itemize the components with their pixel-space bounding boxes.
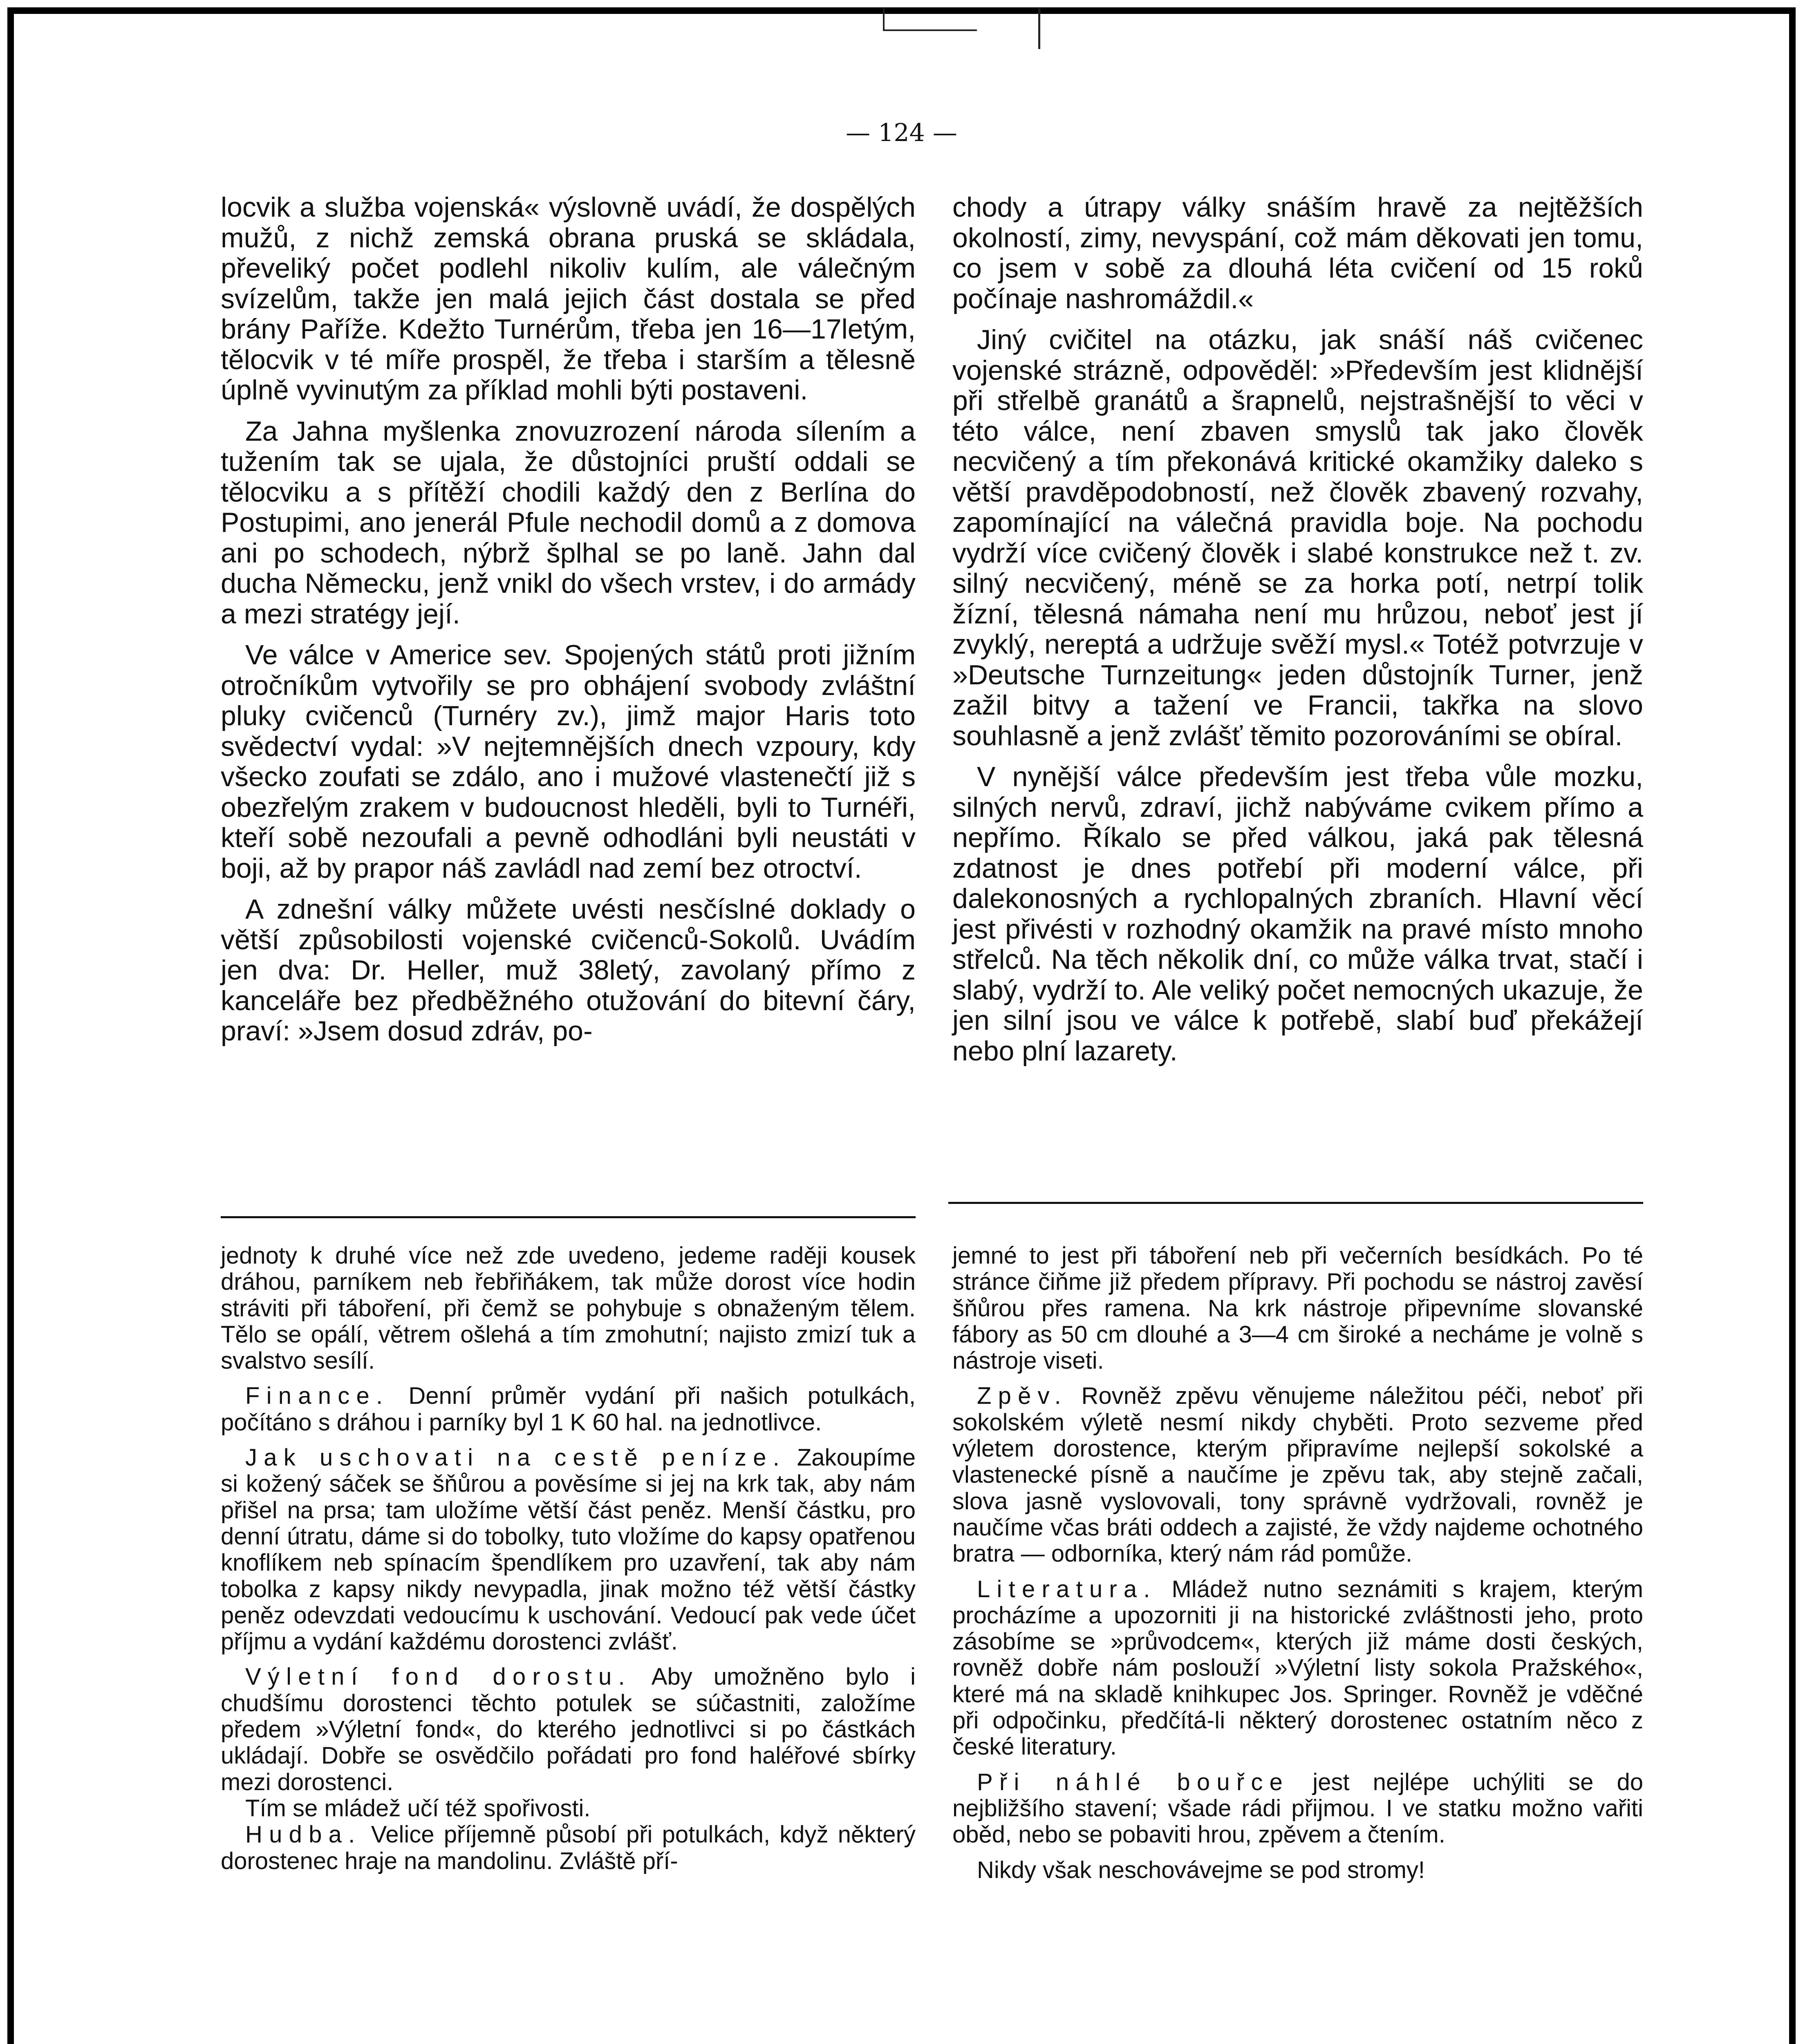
scan-mark-top	[1038, 8, 1040, 49]
divider-rule	[221, 1216, 916, 1218]
paragraph: jemné to jest při táboření neb při večerních besídkách. Po té stránce čiňme již předem přípravy. Při pochodu se nástroj zavěsí šňůrou přes ramena. Na krk nástroje připevníme slovanské fábory as 50 cm dlouhé a 3—4 cm široké a necháme je volně s nástroje viseti.	[952, 1242, 1643, 1374]
section-heading: Výletní fond dorostu.	[245, 1663, 632, 1690]
section-heading: Finance.	[245, 1383, 390, 1410]
section-literature: Literatura. Mládež nutno seznámiti s krajem, kterým procházíme a upozorniti ji na historické zvláštnosti jeho, proto zásobíme se »průvodcem«, kterých již máme dosti českých, rovněž dobře nám poslouží »Výletní listy sokola Pražského«, které má na skladě knihkupec Jos. Springer. Rovněž je vděčné při odpočinku, předčítá-li některý dorostenec ostatním něco z české literatury.	[952, 1576, 1643, 1760]
paragraph: Tím se mládež učí též spořivosti.	[245, 1795, 591, 1822]
section-finance: Finance. Denní průměr vydání při našich potulkách, počítáno s dráhou i parníky byl 1 K 60 hal. na jednotlivce.	[221, 1383, 916, 1436]
section-music: Hudba. Velice příjemně působí při potulkách, když některý dorostenec hraje na mandolinu. Zvláště pří-	[221, 1821, 916, 1874]
paragraph: locvik a služba vojenská« výslovně uvádí, že dospělých mužů, z nichž zemská obrana pruská se skládala, převeliký počet podlehl nikoliv kulím, ale válečným svízelům, takže jen malá jejich část dostala se před brány Paříže. Kdežto Turnérům, třeba jen 16—17letým, tělocvik v té míře prospěl, že třeba i starším a tělesně úplně vyvinutým za příklad mohli býti postaveni.	[221, 192, 916, 406]
paragraph: Ve válce v Americe sev. Spojených států proti jižním otročníkům vytvořily se pro obhájení svobody zvláštní pluky cvičenců (Turnéry zv.), jimž major Haris toto svědectví vydal: »V nejtemnějších dnech vzpoury, kdy všecko zoufati se zdálo, ano i mužové vlastenečtí již s obezřelým zrakem v budoucnost hleděli, byli to Turnéři, kteří sobě nezoufali a pevně odhodláni byli neustáti v boji, až by prapor náš zavládl nad zemí bez otroctví.	[221, 639, 916, 884]
column-bottom-right	[952, 1243, 1643, 1883]
scan-mark-top	[883, 29, 977, 31]
section-heading: Zpěv.	[977, 1383, 1068, 1410]
column-bottom-left	[221, 1243, 916, 1874]
scan-mark-top	[883, 8, 885, 31]
column-top-left	[221, 192, 916, 1047]
paragraph: A zdnešní války můžete uvésti nesčíslné doklady o větší způsobilosti vojenské cvičenců-Sokolů. Uvádím jen dva: Dr. Heller, muž 38letý, zavolaný přímo z kanceláře bez předběžného otužování do bitevní čáry, praví: »Jsem dosud zdráv, po-	[221, 894, 916, 1047]
section-heading: Hudba.	[245, 1821, 362, 1848]
divider-rule	[948, 1202, 1643, 1204]
section-storm: Při náhlé bouřce jest nejlépe uchýliti se do nejbližšího stavení; všade rádi přijmou. I ve statku možno vařiti oběd, nebo se pobaviti hrou, zpěvem a čtením.	[952, 1768, 1643, 1848]
paragraph: V nynější válce především jest třeba vůle mozku, silných nervů, zdraví, jichž nabýváme cvikem přímo a nepřímo. Říkalo se před válkou, jaká pak tělesná zdatnost je dnes potřebí při moderní válce, při dalekonosných a rychlopalných zbraních. Hlavní věcí jest přivésti v rozhodný okamžik na pravé místo mnoho střelců. Na těch několik dní, co může válka trvat, stačí i slabý, vydrží to. Ale veliký počet nemocných ukazuje, že jen silní jsou ve válce k potřebě, slabí buď překážejí nebo plní lazarety.	[952, 761, 1643, 1067]
section-money-storage: Jak uschovati na cestě peníze. Zakoupíme si kožený sáček se šňůrou a pověsíme si jej na krk tak, aby nám přišel na prsa; tam uložíme větší část peněz. Menší částku, pro denní útratu, dáme si do tobolky, tuto vložíme do kapsy opatřenou knoflíkem neb spínacím špendlíkem pro uzavření, tak aby nám tobolka z kapsy nikdy nevypadla, jinak možno též větší částky peněz odevzdati vedoucímu k uschování. Vedoucí pak vede účet příjmu a vydání každému dorostenci zvlášť.	[221, 1444, 916, 1655]
paragraph: chody a útrapy války snáším hravě za nejtěžších okolností, zimy, nevyspání, což mám děkovati jen tomu, co jsem v sobě za dlouhá léta cvičení od 15 roků počínaje nashromáždil.«	[952, 192, 1643, 314]
paragraph: Za Jahna myšlenka znovuzrození národa sílením a tužením tak se ujala, že důstojníci pruští oddali se tělocviku a s přítěží chodili každý den z Berlína do Postupimi, ano jenerál Pfule nechodil domů a z domova ani po schodech, nýbrž šplhal se po laně. Jahn dal ducha Německu, jenž vnikl do všech vrstev, i do armády a mezi stratégy její.	[221, 415, 916, 630]
paragraph: Nikdy však neschovávejme se pod stromy!	[977, 1856, 1425, 1883]
paragraph: Jiný cvičitel na otázku, jak snáší náš cvičenec vojenské strázně, odpověděl: »Především jest klidnější při střelbě granátů a šrapnelů, nejstrašnější to věci v této válce, není zbaven smyslů tak jako člověk necvičený a tím překonává kritické okamžiky daleko s větší pravděpodobností, než člověk zbavený rozvahy, zapomínající na válečná pravidla boje. Na pochodu vydrží více cvičený člověk i slabé konstrukce než t. zv. silný necvičený, méně se za horka potí, netrpí tolik žízní, tělesná námaha není mu hrůzou, neboť jest jí zvyklý, nereptá a udržuje svěží mysl.« Totéž potvrzuje v »Deutsche Turnzeitung« jeden důstojník Turner, jenž zažil bitvy a tažení ve Francii, takřka na slovo souhlasně a jenž zvlášť těmito pozorováními se obíral.	[952, 324, 1643, 751]
section-heading: Jak uschovati na cestě peníze.	[245, 1444, 786, 1471]
section-trip-fund: Výletní fond dorostu. Aby umožněno bylo i chudšímu dorostenci těchto potulek se súčastniti, založíme předem »Výletní fond«, do kterého jednotlivci si po částkách ukládají. Dobře se osvědčilo pořádati pro fond haléřové sbírky mezi dorostenci.	[221, 1663, 916, 1795]
section-heading: Literatura.	[977, 1576, 1157, 1602]
page-number: — 124 —	[846, 119, 957, 147]
section-singing: Zpěv. Rovněž zpěvu věnujeme náležitou péči, neboť při sokolském výletě nesmí nikdy chyběti. Proto sezveme před výletem dorostence, kterým připravíme nejlepší sokolské a vlastenecké písně a naučíme je zpěvu tak, aby stejně začali, slova jasně vyslovovali, tony správně vydržovali, rovněž je naučíme včas bráti oddech a zajisté, že vždy najdeme ochotného bratra — odborníka, který nám rád pomůže.	[952, 1383, 1643, 1567]
paragraph: jednoty k druhé více než zde uvedeno, jedeme raději kousek dráhou, parníkem neb řebřiňákem, tak může dorost více hodin stráviti při táboření, při čemž se pohybuje s obnaženým tělem. Tělo se opálí, větrem ošlehá a tím zmohutní; najisto zmizí tuk a svalstvo sesílí.	[221, 1242, 916, 1374]
section-heading: Při náhlé bouřce	[977, 1768, 1290, 1795]
column-top-right	[952, 192, 1643, 1066]
